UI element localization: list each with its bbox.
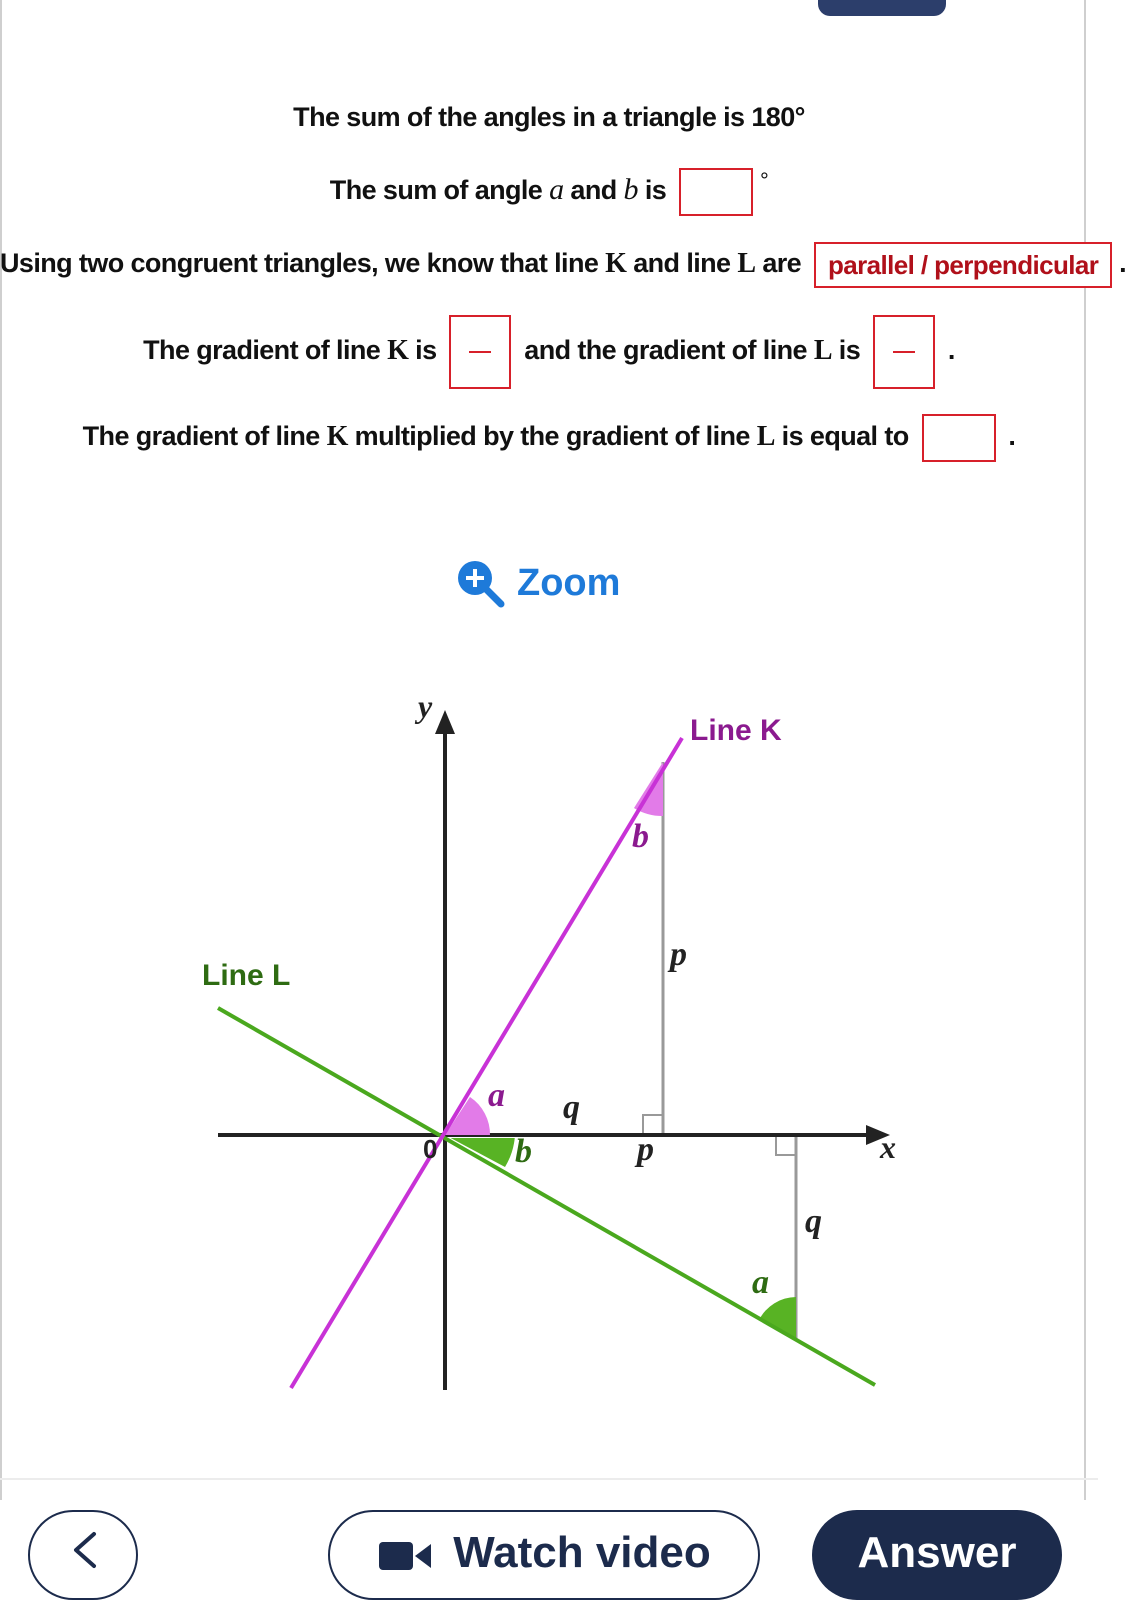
statement-triangle-sum	[0, 102, 1098, 133]
statement-relationship	[0, 242, 1126, 288]
line-k-symbol: K	[326, 421, 348, 453]
top-tab[interactable]	[818, 0, 946, 16]
statement-3-and: and line	[626, 248, 738, 279]
statement-4-mid: and the gradient of line	[524, 335, 814, 366]
origin-label: 0	[423, 1134, 438, 1164]
bottom-divider	[0, 1478, 1098, 1480]
statement-angle-sum	[0, 168, 1098, 216]
side-q-label-l: q	[805, 1203, 822, 1240]
statement-1-text: The sum of the angles in a triangle is 180°	[293, 102, 805, 132]
statement-4-is: is	[831, 335, 868, 366]
line-k-symbol: K	[605, 248, 627, 280]
angle-a-label-k: a	[488, 1077, 505, 1114]
y-axis-arrow-icon	[435, 710, 455, 734]
angle-a-label-l: a	[752, 1264, 769, 1301]
side-p-label-l: p	[637, 1131, 654, 1168]
watch-video-label: Watch video	[453, 1528, 711, 1577]
line-l	[218, 1008, 875, 1385]
video-camera-icon	[377, 1536, 437, 1576]
x-axis-label: x	[880, 1129, 896, 1165]
chevron-left-icon	[68, 1530, 102, 1570]
statement-5-mid: multiplied by the gradient of line	[347, 421, 757, 452]
line-l-symbol: L	[737, 248, 756, 280]
gradient-l-fraction-input[interactable]	[873, 315, 935, 389]
back-button[interactable]	[28, 1510, 138, 1600]
angle-b-symbol: b	[623, 173, 638, 207]
angle-b-label-l: b	[515, 1133, 532, 1170]
degree-symbol: °	[759, 168, 769, 193]
statement-2-is: is	[637, 175, 674, 206]
zoom-label: Zoom	[517, 561, 621, 604]
side-q-label-k: q	[563, 1089, 580, 1126]
line-l-symbol: L	[756, 421, 775, 453]
statement-2-prefix: The sum of angle	[329, 175, 550, 206]
statement-4-is: is	[408, 335, 444, 366]
angle-b-wedge-l	[445, 1135, 515, 1167]
statement-4-period: .	[947, 335, 955, 366]
line-k-symbol: K	[387, 335, 409, 367]
watch-video-button[interactable]	[328, 1510, 760, 1600]
zoom-button[interactable]	[455, 558, 620, 608]
y-axis-label: y	[418, 688, 433, 724]
line-k	[291, 738, 682, 1388]
answer-label: Answer	[857, 1528, 1017, 1577]
line-l-label: Line L	[202, 959, 291, 992]
line-k-label: Line K	[690, 714, 782, 747]
line-l-symbol: L	[813, 335, 832, 367]
product-input[interactable]	[922, 414, 996, 462]
coordinate-diagram	[0, 680, 1098, 1440]
statement-3-prefix: Using two congruent triangles, we know that line	[0, 248, 606, 279]
angle-a-wedge-l	[759, 1297, 796, 1339]
statement-5-period: .	[1008, 421, 1016, 452]
zoom-in-icon	[455, 558, 507, 608]
angle-sum-input[interactable]	[679, 168, 753, 216]
statement-2-and: and	[563, 175, 624, 206]
statement-3-are: are	[755, 248, 808, 279]
answer-button[interactable]	[812, 1510, 1062, 1600]
side-p-label-k: p	[670, 936, 687, 973]
angle-a-symbol: a	[549, 173, 564, 207]
gradient-k-fraction-input[interactable]	[449, 315, 511, 389]
statement-5-eq: is equal to	[774, 421, 916, 452]
parallel-perpendicular-select[interactable]: parallel / perpendicular	[814, 242, 1112, 288]
angle-b-label-k: b	[632, 818, 649, 855]
statement-4-prefix: The gradient of line	[143, 335, 388, 366]
statement-5-prefix: The gradient of line	[82, 421, 327, 452]
right-angle-marker-l	[776, 1135, 796, 1155]
statement-gradients	[0, 315, 1098, 389]
statement-3-period: .	[1119, 248, 1126, 279]
statement-product	[0, 414, 1098, 462]
